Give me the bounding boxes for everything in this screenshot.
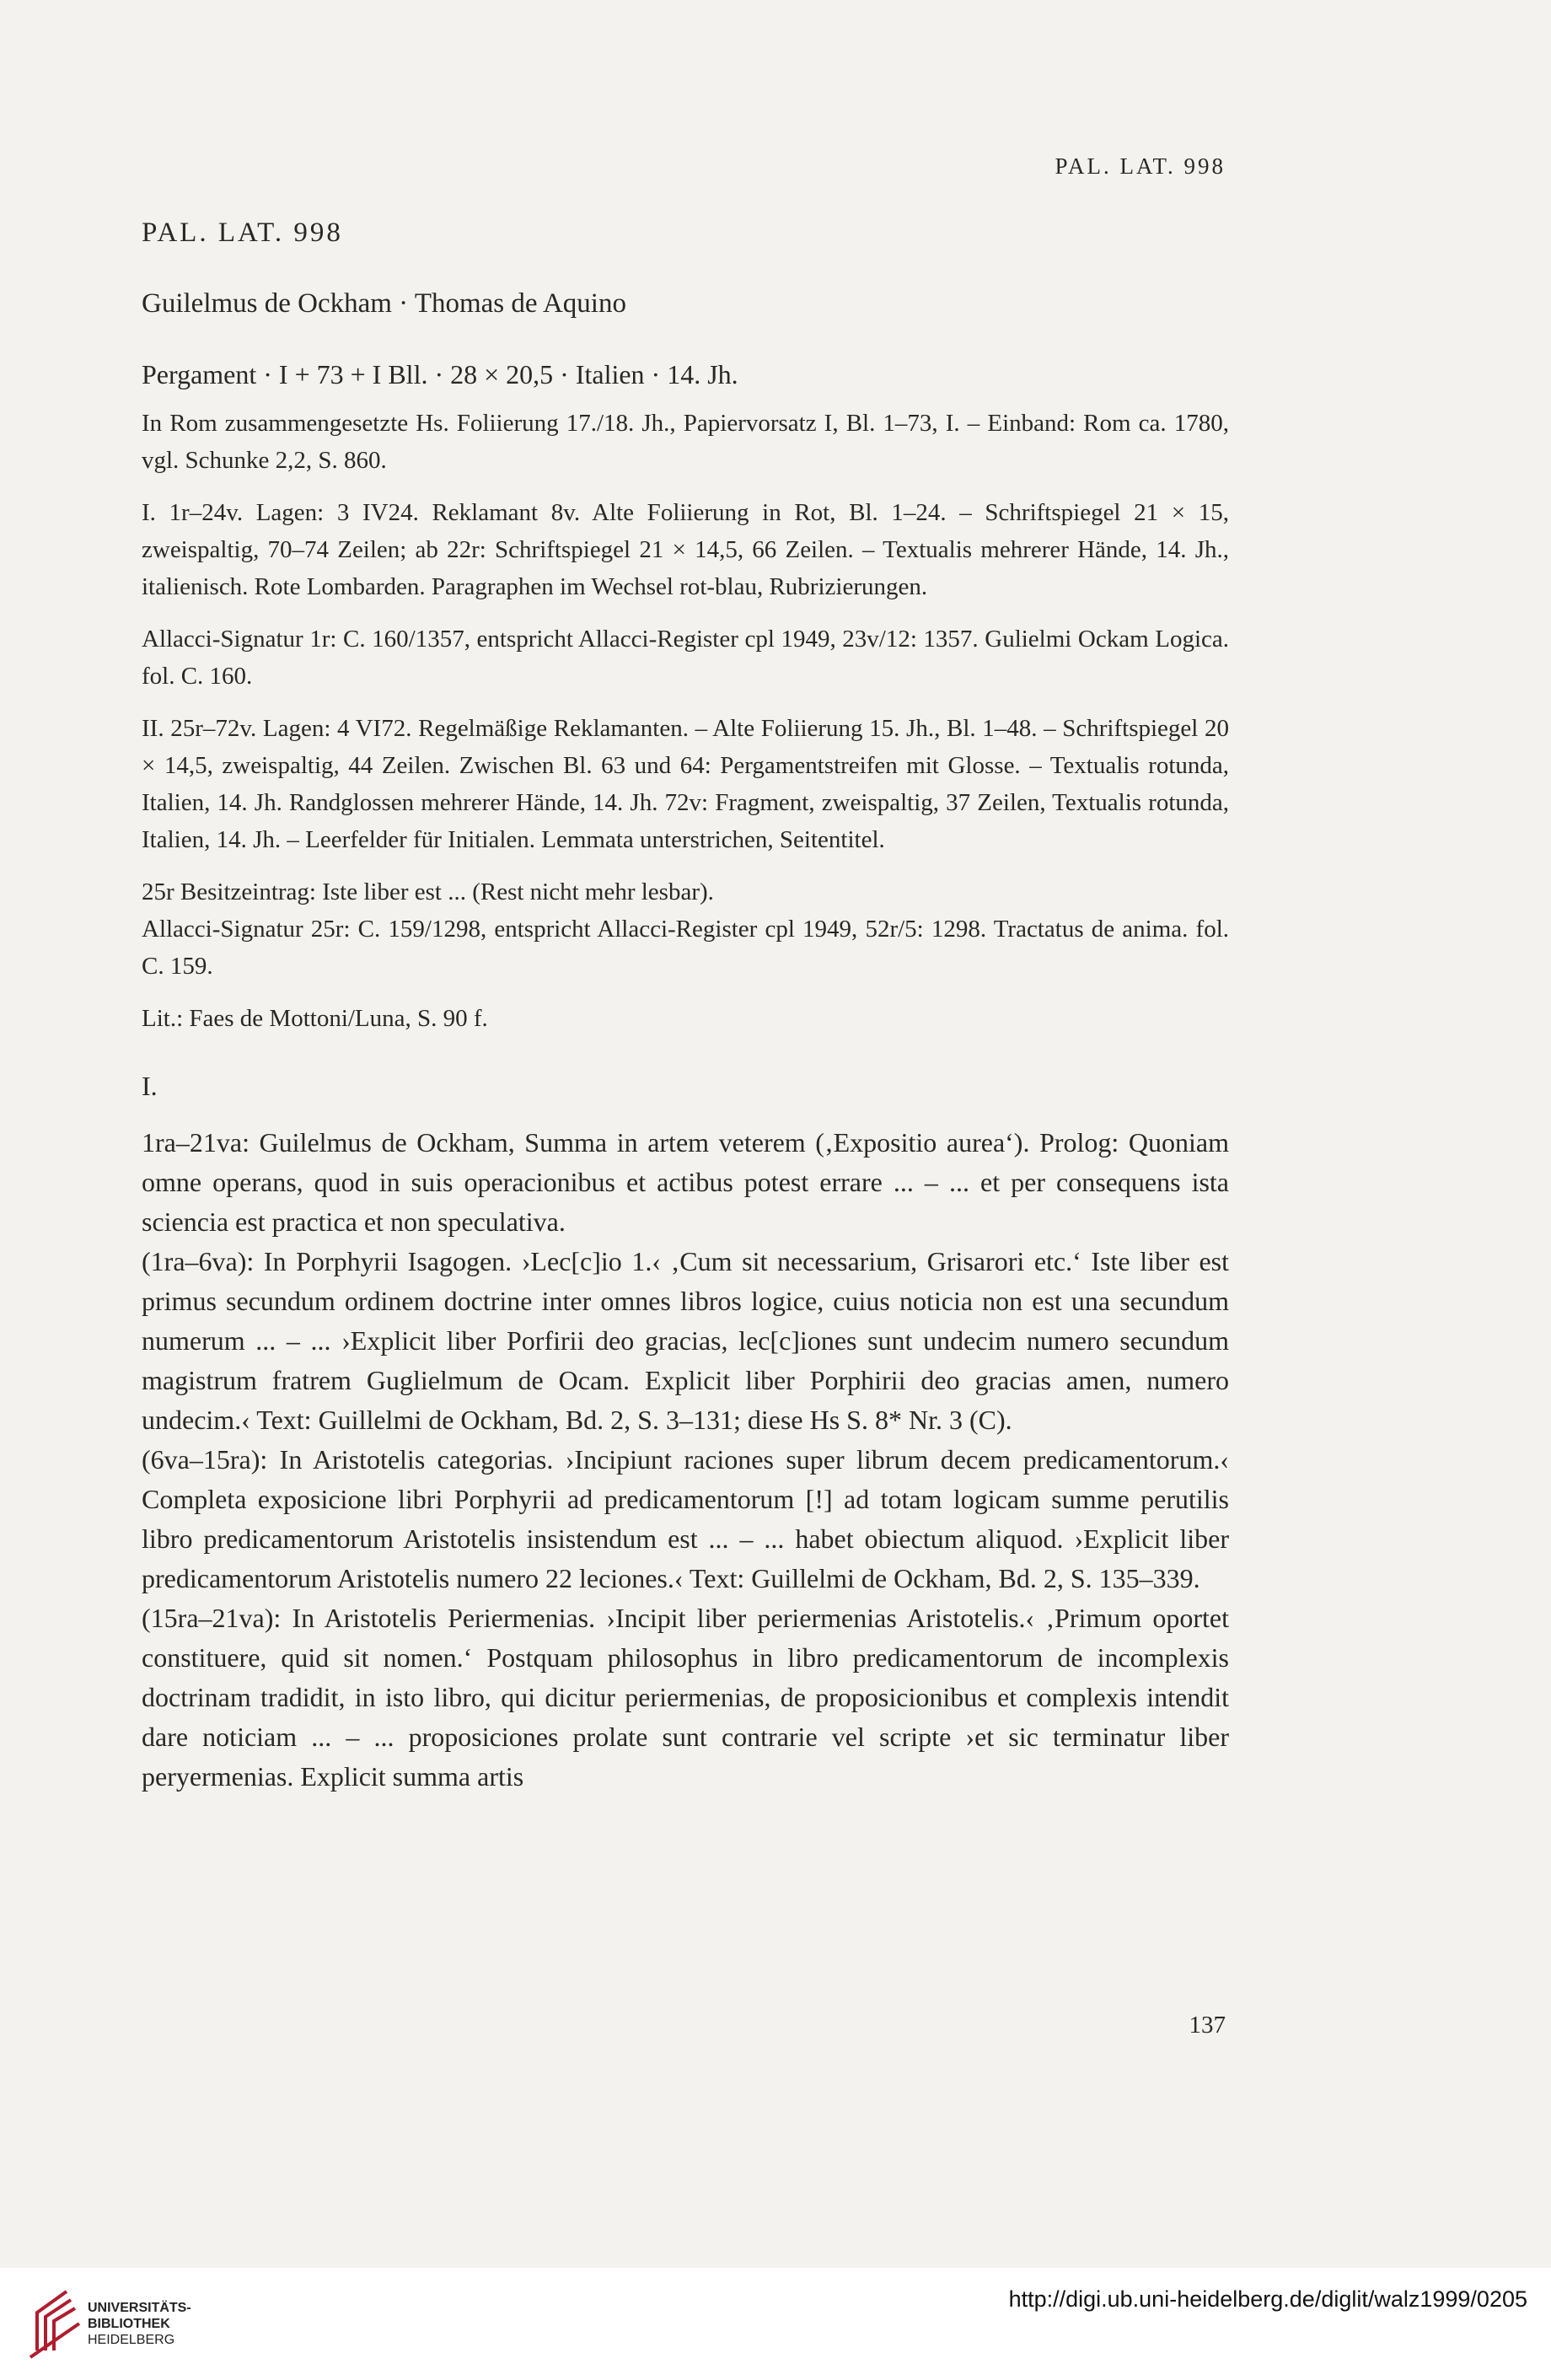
- contents-item: 1ra–21va: Guilelmus de Ockham, Summa in artem veterem (‚Expositio aurea‘). Prolog: Quoniam omne operans, quod in suis operacionibus et actibus potest errare ... – ... et per consequens ista sciencia est practica et non speculativa.: [142, 1127, 1229, 1237]
- paragraph-part-two: II. 25r–72v. Lagen: 4 VI72. Regelmäßige Reklamanten. – Alte Foliierung 15. Jh., Bl. 1–48. – Schriftspiegel 20 × 14,5, zweispaltig, 44 Zeilen. Zwischen Bl. 63 und 64: Pergamentstreifen mit Glosse. – Textualis rotunda, Italien, 14. Jh. Randglossen mehrerer Hände, 14. Jh. 72v: Fragment, zweispaltig, 37 Zeilen, Textualis rotunda, Italien, 14. Jh. – Leerfelder für Initialen. Lemmata unterstrichen, Seitentitel.: [142, 715, 1229, 853]
- library-name-line: BIBLIOTHEK: [88, 2317, 170, 2331]
- paragraph-ownership: 25r Besitzeintrag: Iste liber est ... (Rest nicht mehr lesbar).: [142, 878, 714, 905]
- section-label: I.: [142, 1071, 158, 1101]
- library-name-line: UNIVERSITÄTS-: [88, 2301, 191, 2315]
- contents-list: [142, 1123, 1229, 1797]
- shelfmark-heading: PAL. LAT. 998: [142, 218, 343, 248]
- library-name: [88, 2300, 191, 2348]
- contents-item: (15ra–21va): In Aristotelis Periermenias. ›Incipit liber periermenias Aristotelis.‹ ‚Primum oportet constituere, quid sit nomen.‘ Postquam philosophus in libro predicamentorum de incomplexis doctrinam tradidit, in isto libro, qui dicitur periermenias, de proposicionibus et complexis intendit dare noticiam ... – ... proposiciones prolate sunt contrarie vel scripte ›et sic terminatur liber peryermenias. Explicit summa artis: [142, 1603, 1229, 1792]
- paragraph-allacci-one: Allacci-Signatur 1r: C. 160/1357, entspricht Allacci-Register cpl 1949, 23v/12: 1357. Gulielmi Ockam Logica. fol. C. 160.: [142, 626, 1229, 690]
- paragraph-part-one: I. 1r–24v. Lagen: 3 IV24. Reklamant 8v. Alte Foliierung in Rot, Bl. 1–24. – Schriftspiegel 21 × 15, zweispaltig, 70–74 Zeilen; ab 22r: Schriftspiegel 21 × 14,5, 66 Zeilen. – Textualis mehrerer Hände, 14. Jh., italienisch. Rote Lombarden. Paragraphen im Wechsel rot-blau, Rubrizierungen.: [142, 499, 1229, 600]
- paragraph-binding: In Rom zusammengesetzte Hs. Foliierung 17./18. Jh., Papiervorsatz I, Bl. 1–73, I. – Einband: Rom ca. 1780, vgl. Schunke 2,2, S. 860.: [142, 410, 1229, 474]
- catalog-entry: [142, 214, 1229, 1797]
- contents-item: (6va–15ra): In Aristotelis categorias. ›Incipiunt raciones super librum decem predicamentorum.‹ Completa exposicione libri Porphyrii ad predicamentorum [!] ad totam logicam summe perutilis libro predicamentorum Aristotelis insistendum est ... – ... habet obiectum aliquod. ›Explicit liber predicamentorum Aristotelis numero 22 leciones.‹ Text: Guillelmi de Ockham, Bd. 2, S. 135–339.: [142, 1444, 1229, 1593]
- source-url-link[interactable]: http://digi.ub.uni-heidelberg.de/diglit/walz1999/0205: [1008, 2286, 1527, 2312]
- contents-item: (1ra–6va): In Porphyrii Isagogen. ›Lec[c]io 1.‹ ‚Cum sit necessarium, Grisarori etc.‘ Iste liber est primus secundum ordinem doctrine inter omnes libros logice, cuius noticia non est una secundum numerum ... – ... ›Explicit liber Porfirii deo gracias, lec[c]iones sunt undecim numero secundum magistrum fratrem Guglielmum de Ocam. Explicit liber Porphirii deo gracias amen, numero undecim.‹ Text: Guillelmi de Ockham, Bd. 2, S. 3–131; diese Hs S. 8* Nr. 3 (C).: [142, 1246, 1229, 1435]
- authors-heading: Guilelmus de Ockham · Thomas de Aquino: [142, 288, 626, 319]
- page-number: 137: [1189, 2012, 1226, 2039]
- library-name-line: HEIDELBERG: [88, 2333, 175, 2347]
- running-head: PAL. LAT. 998: [1055, 153, 1226, 179]
- paragraph-allacci-two: Allacci-Signatur 25r: C. 159/1298, entspricht Allacci-Register cpl 1949, 52r/5: 1298. Tractatus de anima. fol. C. 159.: [142, 916, 1229, 980]
- physical-description: Pergament · I + 73 + I Bll. · 28 × 20,5 · Italien · 14. Jh.: [142, 359, 738, 390]
- paragraph-literature: Lit.: Faes de Mottoni/Luna, S. 90 f.: [142, 1005, 488, 1032]
- digitization-footer: [0, 2268, 1551, 2380]
